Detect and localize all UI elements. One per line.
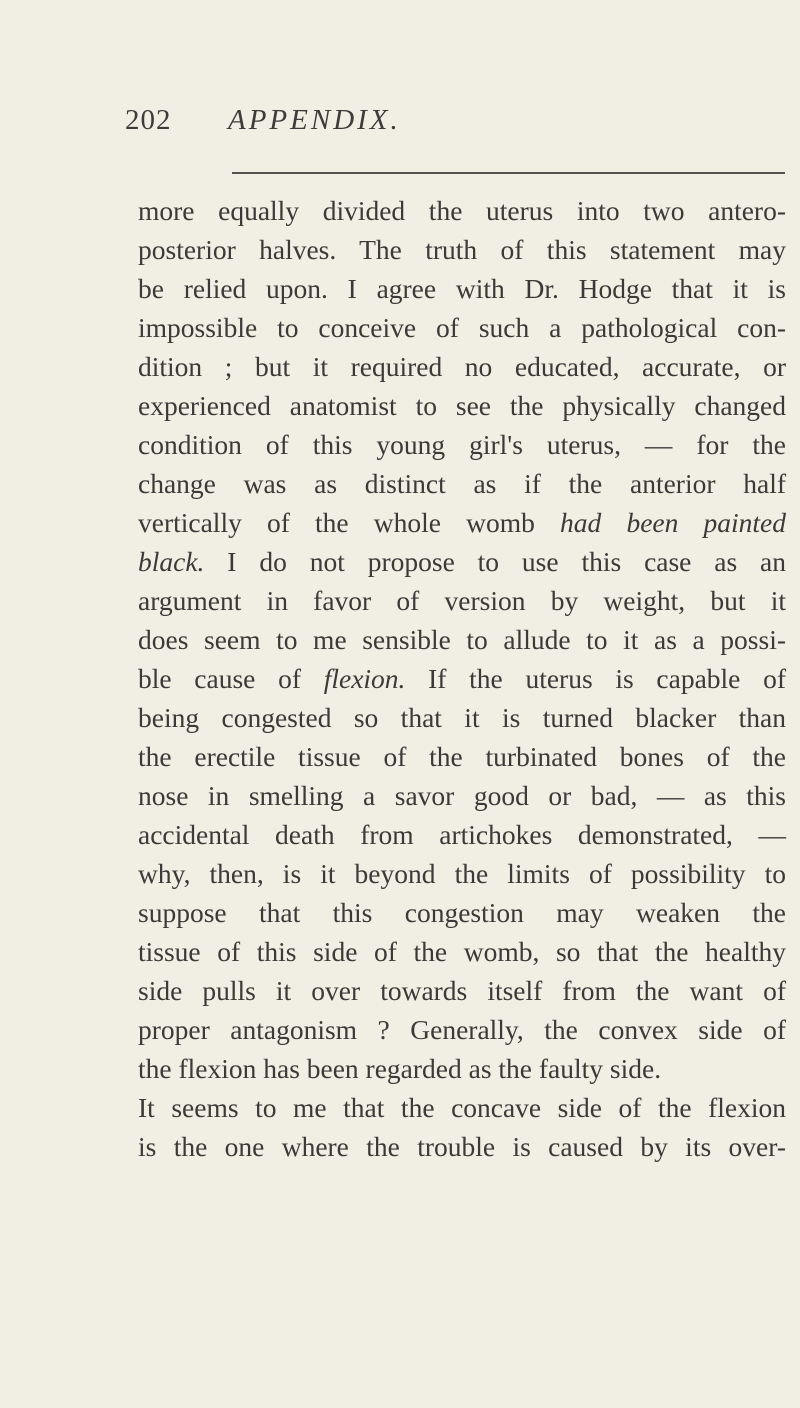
body-text (138, 191, 786, 1166)
header-rule (232, 172, 785, 174)
text-line: the flexion has been regarded as the faulty side. (138, 1053, 662, 1084)
page-number: 202 (125, 104, 172, 136)
text-line: tissue of this side of the womb, so that the healthy (138, 936, 786, 967)
text-line: why, then, is it beyond the limits of possibility to (138, 858, 786, 889)
text-line: posterior halves. The truth of this statement may (138, 234, 786, 265)
text-line: accidental death from artichokes demonstrated, — (138, 819, 786, 850)
text-line: side pulls it over towards itself from the want of (138, 975, 786, 1006)
text-line: ble cause of flexion. If the uterus is capable of (138, 663, 786, 694)
text-line: impossible to conceive of such a pathological con- (138, 312, 786, 343)
text-line: the erectile tissue of the turbinated bones of the (138, 741, 786, 772)
text-line: black. I do not propose to use this case as an (138, 546, 786, 577)
text-line: being congested so that it is turned blacker than (138, 702, 786, 733)
text-line: proper antagonism ? Generally, the convex side of (138, 1014, 786, 1045)
text-line: vertically of the whole womb had been painted (138, 507, 786, 538)
text-line: nose in smelling a savor good or bad, — as this (138, 780, 786, 811)
text-line: more equally divided the uterus into two antero- (138, 195, 786, 226)
text-line: be relied upon. I agree with Dr. Hodge that it is (138, 273, 786, 304)
text-line: does seem to me sensible to allude to it as a possi- (138, 624, 786, 655)
page-header (125, 104, 785, 144)
italic-phrase: had been painted (560, 507, 786, 538)
italic-word: flexion. (323, 663, 406, 694)
text-line: argument in favor of version by weight, but it (138, 585, 786, 616)
italic-word: black. (138, 546, 205, 577)
text-line: suppose that this congestion may weaken the (138, 897, 786, 928)
text-line: condition of this young girl's uterus, — for the (138, 429, 786, 460)
running-head: APPENDIX. (228, 104, 401, 136)
text-line: is the one where the trouble is caused by its over- (138, 1131, 786, 1162)
text-line: It seems to me that the concave side of the flexion (138, 1092, 786, 1123)
text-line: experienced anatomist to see the physically changed (138, 390, 786, 421)
text-line: dition ; but it required no educated, accurate, or (138, 351, 786, 382)
text-line: change was as distinct as if the anterior half (138, 468, 786, 499)
